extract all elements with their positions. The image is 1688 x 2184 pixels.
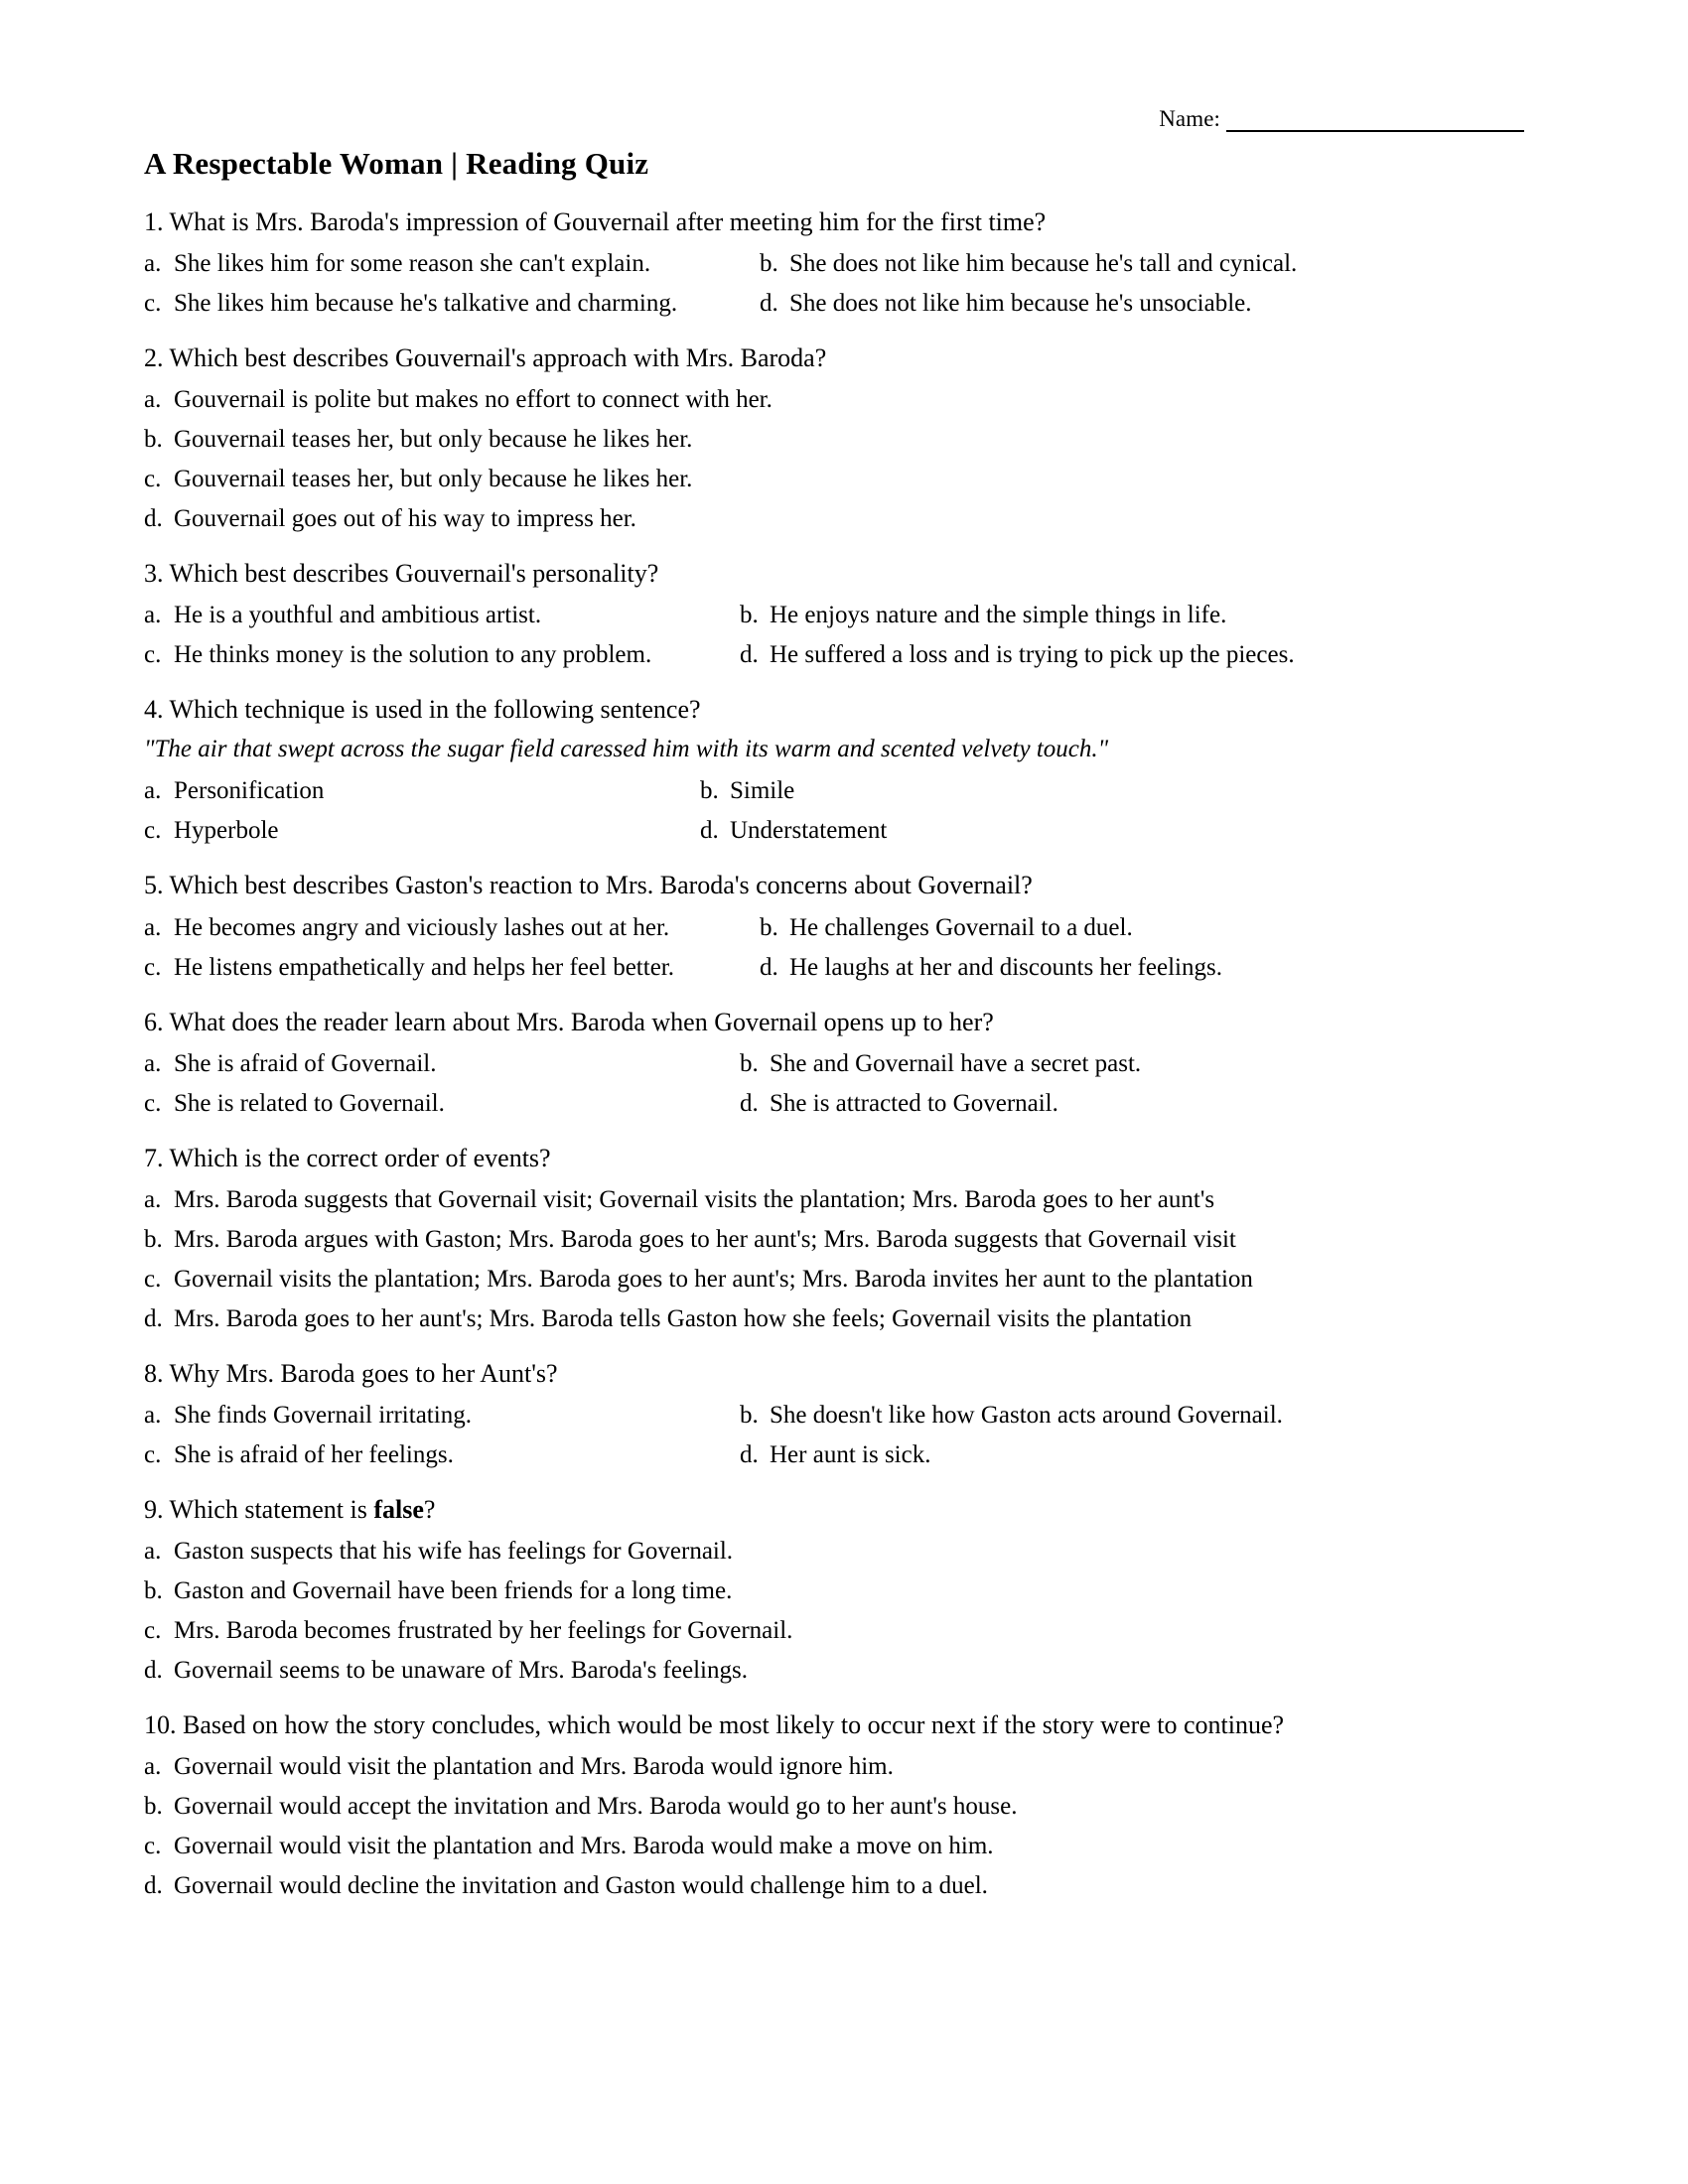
question-block <box>144 1495 1534 1685</box>
option-text: Governail seems to be unaware of Mrs. Baroda's feelings. <box>174 1656 748 1684</box>
option-letter: b. <box>144 1225 163 1253</box>
question-number: 5. <box>144 871 164 900</box>
question-block <box>144 1144 1534 1333</box>
option-text: She does not like him because he's unsociable. <box>789 290 1252 318</box>
question-text: What does the reader learn about Mrs. Baroda when Governail opens up to her? <box>169 1007 994 1036</box>
question-block <box>144 1008 1534 1118</box>
answer-option[interactable] <box>144 1441 740 1469</box>
option-letter: d. <box>740 1089 759 1117</box>
answer-option[interactable] <box>144 1753 1534 1781</box>
option-letter: a. <box>144 602 162 629</box>
option-group <box>144 1050 1534 1118</box>
question-number: 9. <box>144 1494 164 1524</box>
option-text: Gaston suspects that his wife has feelings for Governail. <box>174 1537 734 1565</box>
option-text: She is afraid of Governail. <box>174 1049 437 1077</box>
question-text: Which statement is <box>169 1494 374 1524</box>
option-text: He becomes angry and viciously lashes out at her. <box>174 913 670 941</box>
option-letter: d. <box>144 1304 163 1332</box>
option-letter: d. <box>760 953 778 981</box>
option-letter: a. <box>144 1537 162 1565</box>
option-text: Mrs. Baroda suggests that Governail visit; Governail visits the plantation; Mrs. Baroda goes to her aunt's <box>174 1185 1215 1213</box>
option-letter: a. <box>144 1753 162 1781</box>
option-text: He challenges Governail to a duel. <box>789 913 1133 941</box>
answer-option[interactable] <box>144 250 760 278</box>
option-letter: b. <box>700 777 719 805</box>
answer-option[interactable] <box>144 1226 1534 1254</box>
answer-option[interactable] <box>760 250 1534 278</box>
answer-option[interactable] <box>144 602 740 629</box>
option-text: Governail would accept the invitation and Mrs. Baroda would go to her aunt's house. <box>174 1793 1018 1821</box>
option-letter: d. <box>700 817 719 845</box>
question-block <box>144 871 1534 981</box>
option-text: She is related to Governail. <box>174 1089 445 1117</box>
option-letter: c. <box>144 1440 162 1468</box>
option-text: Governail would visit the plantation and Mrs. Baroda would ignore him. <box>174 1753 894 1781</box>
answer-option[interactable] <box>144 290 760 318</box>
option-text: Personification <box>174 777 325 805</box>
option-letter: a. <box>144 250 162 278</box>
option-text: Mrs. Baroda becomes frustrated by her feelings for Governail. <box>174 1616 793 1644</box>
question-stem <box>144 1144 1534 1172</box>
option-letter: d. <box>144 1872 163 1900</box>
answer-option[interactable] <box>144 1090 740 1118</box>
option-letter: b. <box>760 250 778 278</box>
answer-option[interactable] <box>144 466 1534 493</box>
option-text: Gouvernail teases her, but only because he likes her. <box>174 426 693 454</box>
question-number: 1. <box>144 207 164 236</box>
option-text: Governail would decline the invitation and Gaston would challenge him to a duel. <box>174 1872 988 1900</box>
answer-option[interactable] <box>760 954 1534 982</box>
name-input-line[interactable] <box>1226 112 1524 132</box>
question-list <box>144 207 1534 1900</box>
answer-option[interactable] <box>144 1050 740 1078</box>
answer-option[interactable] <box>144 954 760 982</box>
question-stem <box>144 695 1534 724</box>
answer-option[interactable] <box>760 290 1534 318</box>
question-stem <box>144 1359 1534 1388</box>
option-text: Mrs. Baroda goes to her aunt's; Mrs. Baroda tells Gaston how she feels; Governail visits the plantation <box>174 1304 1193 1332</box>
question-number: 4. <box>144 695 164 725</box>
option-letter: c. <box>144 466 162 493</box>
question-number: 10. <box>144 1709 177 1739</box>
question-text: Why Mrs. Baroda goes to her Aunt's? <box>169 1358 558 1388</box>
answer-option[interactable] <box>740 1050 1534 1078</box>
question-stem <box>144 559 1534 588</box>
answer-option[interactable] <box>700 777 1534 805</box>
question-stem <box>144 1710 1534 1739</box>
question-text: Which best describes Gaston's reaction to Mrs. Baroda's concerns about Governail? <box>169 871 1033 900</box>
option-letter: d. <box>144 505 163 533</box>
option-text: He listens empathetically and helps her feel better. <box>174 953 674 981</box>
option-group <box>144 1538 1534 1685</box>
option-text: She finds Governail irritating. <box>174 1401 472 1429</box>
option-letter: a. <box>144 777 162 805</box>
question-text: Which best describes Gouvernail's personality? <box>169 559 659 589</box>
option-text: Gouvernail goes out of his way to impress her. <box>174 505 636 533</box>
question-stem <box>144 343 1534 372</box>
answer-option[interactable] <box>740 641 1534 669</box>
option-text: She is attracted to Governail. <box>770 1089 1058 1117</box>
option-letter: a. <box>144 386 162 414</box>
question-text: Which technique is used in the following sentence? <box>169 695 701 725</box>
option-text: She likes him for some reason she can't explain. <box>174 250 651 278</box>
question-block <box>144 559 1534 669</box>
option-letter: b. <box>144 1576 163 1604</box>
option-letter: d. <box>760 290 778 318</box>
option-letter: c. <box>144 817 162 845</box>
option-letter: c. <box>144 1833 162 1860</box>
answer-option[interactable] <box>144 1305 1534 1333</box>
answer-option[interactable] <box>144 1617 1534 1645</box>
answer-option[interactable] <box>144 1266 1534 1294</box>
answer-option[interactable] <box>144 1402 740 1430</box>
option-text: He enjoys nature and the simple things in life. <box>770 602 1227 629</box>
option-text: Hyperbole <box>174 817 279 845</box>
question-text: Which is the correct order of events? <box>169 1143 551 1172</box>
answer-option[interactable] <box>740 602 1534 629</box>
question-number: 7. <box>144 1143 164 1172</box>
name-field-row <box>144 107 1534 132</box>
answer-option[interactable] <box>144 817 700 845</box>
option-group <box>144 777 1534 845</box>
option-letter: b. <box>740 1049 759 1077</box>
question-emphasis: false <box>373 1494 424 1524</box>
option-group <box>144 250 1534 318</box>
question-quote: "The air that swept across the sugar field caressed him with its warm and scented velvety touch." <box>144 736 1109 763</box>
question-stem <box>144 1008 1534 1036</box>
quiz-sheet <box>144 0 1534 1900</box>
option-group <box>144 914 1534 982</box>
answer-option[interactable] <box>144 914 760 942</box>
question-text-suffix: ? <box>423 1494 436 1524</box>
answer-option[interactable] <box>144 426 1534 454</box>
question-number: 2. <box>144 343 164 373</box>
question-block <box>144 1710 1534 1900</box>
question-block <box>144 207 1534 318</box>
question-text: Which best describes Gouvernail's approach with Mrs. Baroda? <box>169 343 827 373</box>
option-letter: b. <box>144 1793 163 1821</box>
option-letter: c. <box>144 1616 162 1644</box>
option-group <box>144 1753 1534 1900</box>
answer-option[interactable] <box>144 1186 1534 1214</box>
option-letter: c. <box>144 1089 162 1117</box>
option-text: Understatement <box>730 817 888 845</box>
answer-option[interactable] <box>144 1872 1534 1900</box>
question-number: 8. <box>144 1358 164 1388</box>
option-letter: a. <box>144 913 162 941</box>
question-number: 6. <box>144 1007 164 1036</box>
question-block <box>144 343 1534 533</box>
option-letter: b. <box>740 1401 759 1429</box>
option-letter: b. <box>144 426 163 454</box>
option-group <box>144 386 1534 533</box>
option-letter: a. <box>144 1401 162 1429</box>
option-text: Her aunt is sick. <box>770 1440 931 1468</box>
option-letter: b. <box>760 913 778 941</box>
answer-option[interactable] <box>740 1441 1534 1469</box>
option-text: She doesn't like how Gaston acts around Governail. <box>770 1401 1283 1429</box>
question-block <box>144 1359 1534 1469</box>
answer-option[interactable] <box>740 1090 1534 1118</box>
option-text: He thinks money is the solution to any problem. <box>174 641 652 669</box>
option-text: He is a youthful and ambitious artist. <box>174 602 542 629</box>
question-number: 3. <box>144 559 164 589</box>
option-letter: a. <box>144 1185 162 1213</box>
option-text: Gouvernail teases her, but only because he likes her. <box>174 466 693 493</box>
answer-option[interactable] <box>144 1657 1534 1685</box>
question-text: What is Mrs. Baroda's impression of Gouvernail after meeting him for the first time? <box>169 207 1047 236</box>
page-title: A Respectable Woman | Reading Quiz <box>144 146 649 181</box>
option-letter: b. <box>740 602 759 629</box>
answer-option[interactable] <box>144 1538 1534 1566</box>
option-text: Gaston and Governail have been friends for a long time. <box>174 1576 733 1604</box>
question-block <box>144 695 1534 845</box>
option-group <box>144 602 1534 669</box>
option-text: She likes him because he's talkative and charming. <box>174 290 678 318</box>
option-text: She does not like him because he's tall and cynical. <box>789 250 1298 278</box>
option-letter: c. <box>144 953 162 981</box>
answer-option[interactable] <box>144 1793 1534 1821</box>
answer-option[interactable] <box>760 914 1534 942</box>
question-text: Based on how the story concludes, which would be most likely to occur next if the story were to continue? <box>183 1709 1285 1739</box>
option-group <box>144 1186 1534 1333</box>
option-letter: d. <box>740 1440 759 1468</box>
option-letter: c. <box>144 290 162 318</box>
answer-option[interactable] <box>144 1577 1534 1605</box>
option-text: Governail visits the plantation; Mrs. Baroda goes to her aunt's; Mrs. Baroda invites her aunt to the plantation <box>174 1265 1253 1293</box>
question-stem <box>144 871 1534 899</box>
question-stem <box>144 207 1534 236</box>
option-text: She and Governail have a secret past. <box>770 1049 1142 1077</box>
answer-option[interactable] <box>740 1402 1534 1430</box>
option-text: Gouvernail is polite but makes no effort to connect with her. <box>174 386 773 414</box>
option-text: He suffered a loss and is trying to pick up the pieces. <box>770 641 1295 669</box>
option-letter: c. <box>144 641 162 669</box>
option-letter: a. <box>144 1049 162 1077</box>
option-letter: d. <box>144 1656 163 1684</box>
name-label: Name: <box>1159 106 1220 131</box>
question-stem <box>144 1495 1534 1524</box>
option-text: She is afraid of her feelings. <box>174 1440 454 1468</box>
option-text: Governail would visit the plantation and Mrs. Baroda would make a move on him. <box>174 1833 994 1860</box>
answer-option[interactable] <box>144 641 740 669</box>
option-letter: d. <box>740 641 759 669</box>
answer-option[interactable] <box>144 1833 1534 1860</box>
answer-option[interactable] <box>144 777 700 805</box>
option-text: Mrs. Baroda argues with Gaston; Mrs. Baroda goes to her aunt's; Mrs. Baroda suggests that Governail visit <box>174 1225 1236 1253</box>
option-text: Simile <box>730 777 795 805</box>
answer-option[interactable] <box>144 505 1534 533</box>
answer-option[interactable] <box>144 386 1534 414</box>
option-text: He laughs at her and discounts her feelings. <box>789 953 1222 981</box>
option-group <box>144 1402 1534 1469</box>
answer-option[interactable] <box>700 817 1534 845</box>
option-letter: c. <box>144 1265 162 1293</box>
